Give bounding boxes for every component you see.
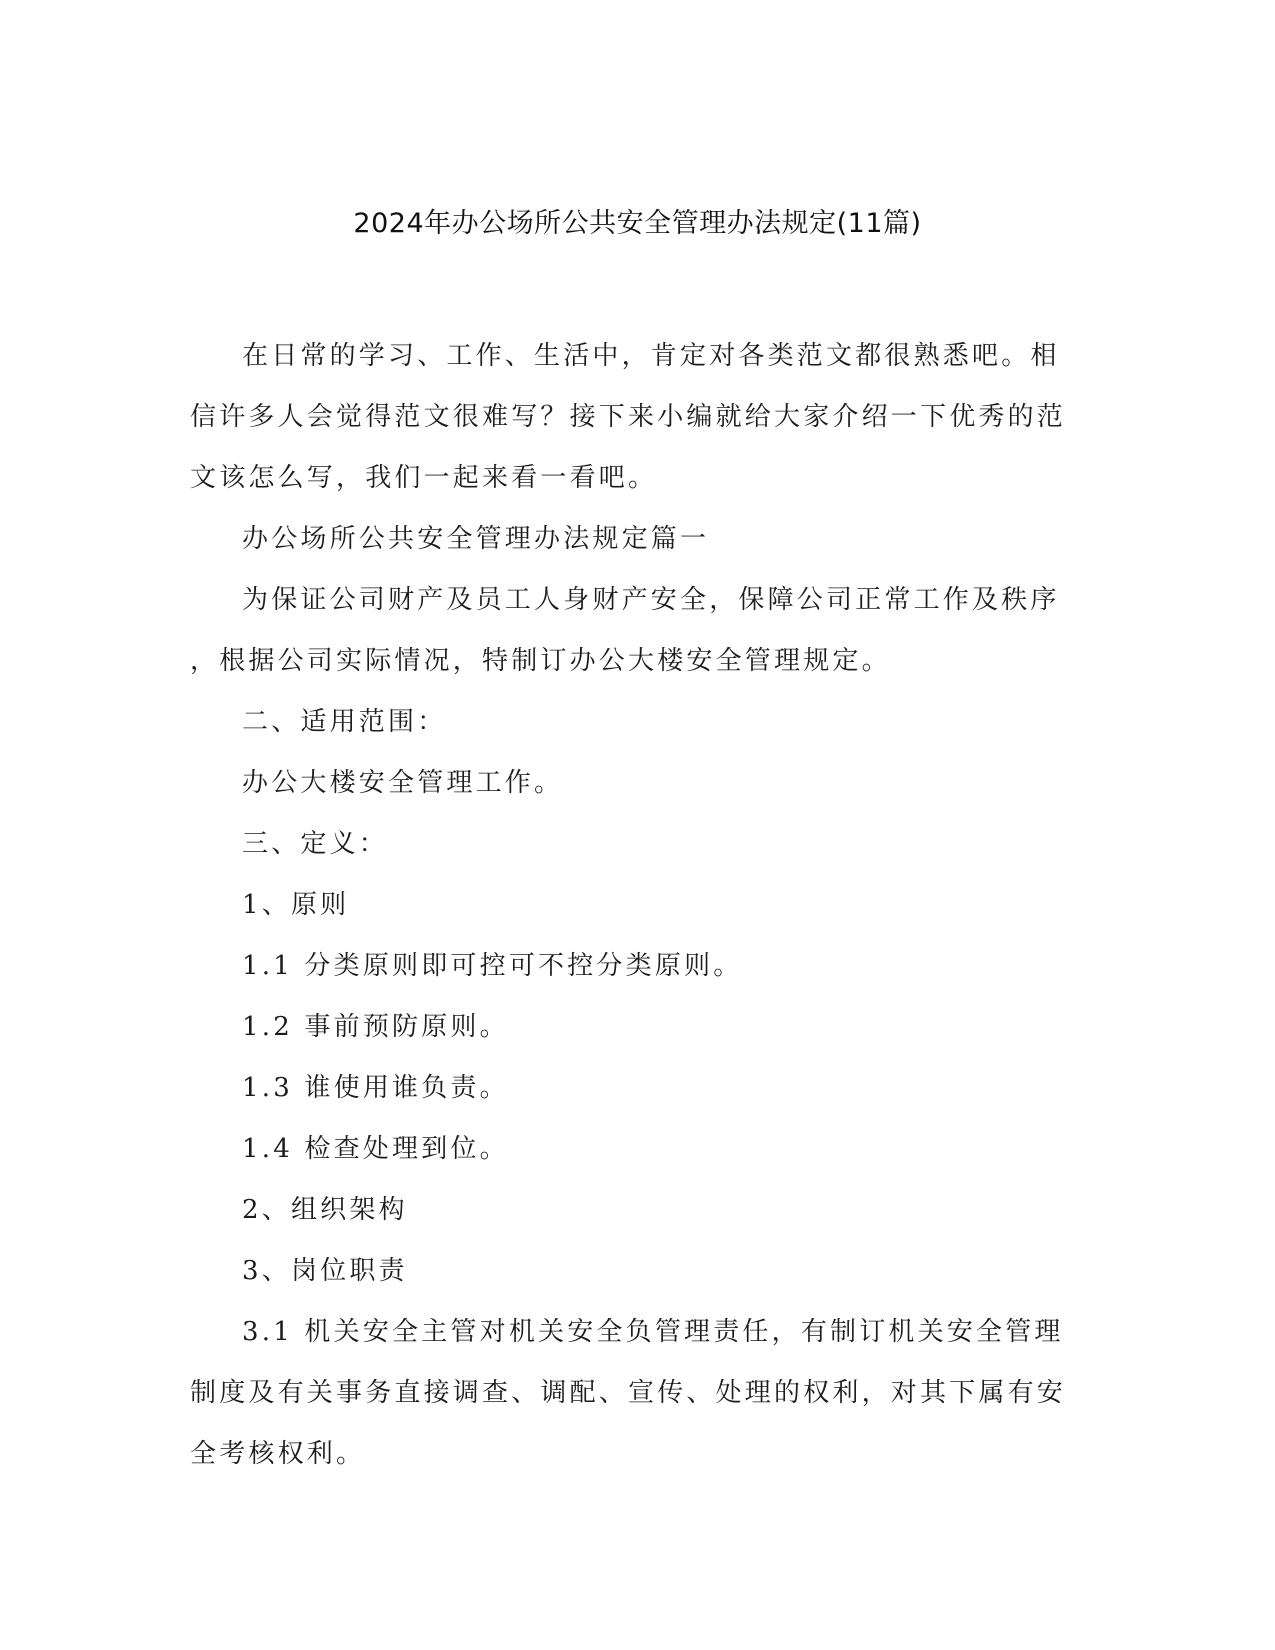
- paragraph-scope-heading: [190, 692, 1080, 753]
- paragraph-line: 3、岗位职责: [242, 1256, 408, 1286]
- paragraph-intro: [190, 326, 1080, 509]
- paragraph-definition-heading: [190, 814, 1080, 875]
- paragraph-line: 文该怎么写，我们一起来看一看吧。: [190, 463, 658, 493]
- paragraph-line: 全考核权利。: [190, 1439, 366, 1469]
- paragraph-line: 办公场所公共安全管理办法规定篇一: [242, 524, 710, 554]
- paragraph-line: 1.1 分类原则即可控可不控分类原则。: [242, 951, 743, 981]
- paragraph-line: 3.1 机关安全主管对机关安全负管理责任，有制订机关安全管理: [242, 1317, 1064, 1347]
- paragraph-principles-heading: [190, 875, 1080, 936]
- paragraph-line: 1.4 检查处理到位。: [242, 1134, 509, 1164]
- paragraph-scope: [190, 753, 1080, 814]
- paragraph-line: 办公大楼安全管理工作。: [242, 768, 564, 798]
- document-title: 2024年办公场所公共安全管理办法规定(11篇): [353, 208, 922, 239]
- list-item: [190, 936, 1080, 997]
- paragraph-organization-heading: [190, 1180, 1080, 1241]
- paragraph-line: 三、定义：: [242, 829, 389, 859]
- paragraph-line: 2、组织架构: [242, 1195, 408, 1225]
- paragraph-line: 信许多人会觉得范文很难写？接下来小编就给大家介绍一下优秀的范: [190, 402, 1067, 432]
- paragraph-purpose: [190, 570, 1080, 692]
- paragraph-line: 1、原则: [242, 890, 350, 920]
- paragraph-line: 为保证公司财产及员工人身财产安全，保障公司正常工作及秩序: [242, 585, 1060, 615]
- paragraph-line: 制度及有关事务直接调查、调配、宣传、处理的权利，对其下属有安: [190, 1378, 1067, 1408]
- section-heading: [190, 509, 1080, 570]
- paragraph-line: 1.3 谁使用谁负责。: [242, 1073, 509, 1103]
- list-item: [190, 997, 1080, 1058]
- paragraph-line: 在日常的学习、工作、生活中，肯定对各类范文都很熟悉吧。相: [242, 341, 1060, 371]
- paragraph-line: ，根据公司实际情况，特制订办公大楼安全管理规定。: [190, 646, 891, 676]
- paragraph-duties: [190, 1302, 1080, 1485]
- paragraph-line: 二、适用范围：: [242, 707, 447, 737]
- paragraph-duties-heading: [190, 1241, 1080, 1302]
- list-item: [190, 1119, 1080, 1180]
- paragraph-line: 1.2 事前预防原则。: [242, 1012, 509, 1042]
- list-item: [190, 1058, 1080, 1119]
- document-body: [190, 326, 1080, 1485]
